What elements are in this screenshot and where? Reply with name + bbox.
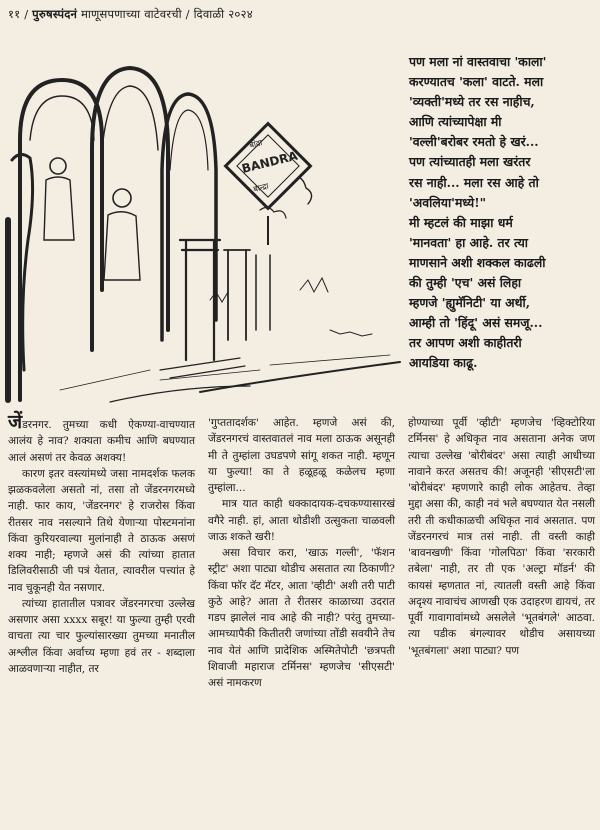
article-paragraph: कारण इतर वस्त्यांमध्ये जसा नामदर्शक फलक झळकवलेला असतो नां, तसा तो जेंडरनगरमध्ये नाही. फार काय, 'जेंडरनगर' हे राजरोस किंवा रीतसर नाव नसल्याने तिथे येणाऱ्या पोस्टमनांना किंवा कुरियरवाल्या मुलांनाही ते ठाऊक असणं शक्य नाही; म्हणजे असं की त्यांच्या हातात डिलिवरीसाठी जी पत्रं येतात, त्यावरील पत्त्यांत हे नाव चुकूनही येत नसणार.	[8, 467, 195, 594]
article-paragraph: मात्र यात काही धक्कादायक-दचकण्यासारखं वगैरे नाही. हां, आता थोडीशी उत्सुकता चाळवली जाऊ शकते खरी!	[208, 498, 395, 543]
article-column-2	[208, 415, 395, 691]
page-header: ११ / पुरुषस्पंदनं माणूसपणाच्या वाटेवरची / दिवाळी २०२४	[8, 7, 253, 21]
bandra-sign	[226, 124, 311, 245]
pull-quote-line: की तुम्ही 'एच' असं लिहा	[409, 275, 522, 291]
sign-text-middle: BANDRA	[240, 148, 300, 176]
sign-text-bottom: बान्द्रा	[252, 181, 270, 194]
pull-quote-line: मी म्हटलं की माझा धर्म	[409, 214, 513, 230]
article-paragraph: त्यांच्या हातातील पत्रावर जेंडरनगरचा उल्लेख असणार असा xxxx सबूर! या फुल्या तुम्ही एरवी वाचता त्या चार फुल्यांसारख्या तुमच्या मनातील अश्लील किंवा अर्वाच्य म्हणा हवं तर - शब्दाला आळवणाऱ्या नाहीत, तर	[8, 597, 195, 675]
street-illustration	[0, 40, 402, 412]
drop-cap: जें	[8, 411, 23, 433]
pull-quote-line: 'वल्ली'बरोबर रमतो हे खरं...	[409, 134, 539, 150]
pull-quote-line: म्हणजे 'ह्युमॅनिटी' या अर्थी,	[409, 295, 531, 311]
pull-quote-line: पण त्यांच्यातही मला खरंतर	[409, 154, 531, 170]
pull-quote-line: माणसाने अशी शक्कल काढली	[409, 254, 546, 270]
pull-quote	[409, 52, 594, 374]
magazine-title: पुरुषस्पंदनं	[32, 7, 78, 21]
sign-text-top: बांद्रा	[248, 138, 264, 150]
pull-quote-line: तर आपण अशी काहीतरी	[409, 335, 522, 351]
pull-quote-line: करण्यातच 'कला' वाटते. मला	[409, 74, 544, 90]
pull-quote-line: आयडिया काढू.	[409, 355, 478, 371]
page-number: ११	[8, 7, 21, 21]
pull-quote-line: आणि त्यांच्यापेक्षा मी	[409, 114, 502, 130]
article-paragraph: जेंडरनगर. तुमच्या कधी ऐकण्या-वाचण्यात आलंय हे नाव? शक्यता कमीच आणि बघण्यात आलं असणं तर केवळ अशक्य!	[8, 411, 195, 464]
pull-quote-line: रस नाही... मला रस आहे तो	[409, 174, 539, 190]
pull-quote-line: पण मला नां वास्तवाचा 'काला'	[409, 54, 547, 69]
pull-quote-line: 'मानवता' हा आहे. तर त्या	[409, 234, 528, 250]
article-column-1	[8, 411, 195, 677]
article-column-3	[408, 415, 595, 659]
article-paragraph: असा विचार करा, 'खाऊ गल्ली', 'फॅशन स्ट्रीट' अशा पाट्या थोडीच असतात त्या ठिकाणी? किंवा फॉर दॅट मॅटर, आता 'व्हीटी' अशी तरी पाटी कुठे आहे? आता ते रीतसर काळाच्या उदरात गडप झालेलं नाव आहे की नाही? परंतु तुमच्या-आमच्यापैकी कितीतरी जणांच्या तोंडी सवयीने तेच नाव येतं आणि प्रादेशिक अस्मितेपोटी 'छत्रपती शिवाजी महाराज टर्मिनस' म्हणजेच 'सीएसटी' असं नामकरण	[208, 547, 395, 689]
pull-quote-line: आम्ही तो 'हिंदू' असं समजू...	[409, 315, 543, 331]
pull-quote-line: 'अवलिया'मध्ये!"	[409, 194, 487, 210]
pull-quote-line: 'व्यक्ती'मध्ये तर रस नाहीच,	[409, 94, 535, 110]
article-paragraph: 'गुप्ततादर्शक' आहेत. म्हणजे असं की, जेंडरनगरचं वास्तवातलं नाव मला ठाऊक असूनही मी ते तुम्हांला उघडपणे सांगू शकत नाही. म्हणून या फुल्या! का ते हळूहळू कळेलच म्हणा तुम्हांला...	[208, 417, 395, 494]
magazine-subtitle: माणूसपणाच्या वाटेवरची	[80, 7, 182, 21]
issue-name: दिवाळी २०२४	[193, 7, 253, 21]
article-paragraph: होण्याच्या पूर्वी 'व्हीटी' म्हणजेच 'व्हिक्टोरिया टर्मिनस' हे अधिकृत नाव असताना अनेक जण त्याचा उल्लेख 'बोरीबंदर' असा त्याही आधीच्या नावाने करत असतच की! अजूनही 'सीएसटी'ला 'बोरीबंदर' म्हणणारे काही लोक आहेतच. तेव्हा मुद्दा असा की, काही नवं भले बघण्यात येत नसली तरी ती कधीकाळची अधिकृत नावं असतात. पण जेंडरनगरचं मात्र तसं नाही. ती वस्ती काही 'बावनखणी' किंवा 'गोलपिठा' किंवा 'सरकारी तबेला' नाही, तर ती एक 'अल्ट्रा मॉडर्न' की कायसं म्हणतात नां, त्यातली वस्ती आहे किंवा अदृश्य नावाचंच आणखी एक उदाहरण द्यायचं, तर पूर्वी गावागावांमध्ये असलेले 'भूतबंगले' आठवा. त्या पडीक बंगल्यावर थोडीच असायच्या 'भूतबंगला' अशा पाट्या? पण	[408, 417, 595, 657]
